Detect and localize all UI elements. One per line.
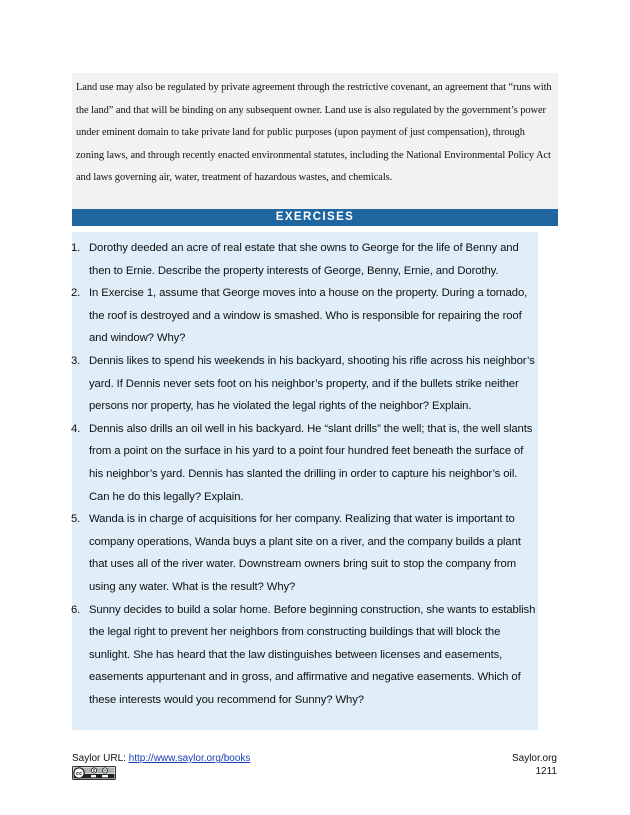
svg-text:cc: cc bbox=[76, 770, 82, 777]
exercise-number: 3. bbox=[71, 354, 81, 367]
footer-site: Saylor.org bbox=[511, 753, 557, 764]
summary-box bbox=[72, 73, 558, 209]
exercise-item bbox=[72, 508, 538, 598]
exercise-text: Wanda is in charge of acquisitions for her company. Realizing that water is important to company operations, Wanda buys a plant site on a river, and the company builds a plant that uses all of the river water. Downstream owners bring suit to stop the company from using any water. What is the result? Why? bbox=[89, 513, 521, 593]
exercises-header: EXERCISES bbox=[72, 209, 558, 226]
exercise-item bbox=[72, 599, 538, 712]
exercise-item bbox=[72, 237, 538, 282]
exercise-text: Dennis likes to spend his weekends in his backyard, shooting his rifle across his neighbor’s yard. If Dennis never sets foot on his neighbor’s property, and if the bullets strike neither persons nor property, has he violated the legal rights of the neighbor? Explain. bbox=[89, 354, 535, 413]
saylor-books-link[interactable]: http://www.saylor.org/books bbox=[128, 753, 251, 764]
footer-url-label: Saylor URL: bbox=[72, 753, 129, 764]
exercise-text: Dorothy deeded an acre of real estate that she owns to George for the life of Benny and then to Ernie. Describe the property interests of George, Benny, Ernie, and Dorothy. bbox=[89, 242, 519, 277]
creative-commons-license-icon[interactable] bbox=[72, 766, 116, 780]
exercise-list bbox=[72, 232, 538, 711]
exercise-number: 4. bbox=[71, 422, 81, 435]
exercise-item bbox=[72, 282, 538, 350]
exercise-text: In Exercise 1, assume that George moves into a house on the property. During a tornado, the roof is destroyed and a window is smashed. Who is responsible for repairing the roof and window? Why? bbox=[89, 287, 528, 345]
exercise-number: 1. bbox=[71, 242, 81, 254]
footer-source bbox=[72, 752, 250, 765]
exercise-item bbox=[72, 350, 538, 418]
page-number: 1211 bbox=[535, 766, 557, 777]
exercise-number: 5. bbox=[71, 513, 81, 526]
exercise-number: 6. bbox=[71, 603, 81, 616]
exercise-item bbox=[72, 418, 538, 508]
footer-page-info bbox=[512, 752, 557, 778]
exercise-number: 2. bbox=[71, 287, 81, 300]
exercises-panel bbox=[72, 232, 538, 730]
exercise-text: Sunny decides to build a solar home. Before beginning construction, she wants to establish the legal right to prevent her neighbors from constructing buildings that will block the sunlight. She has heard that the law distinguishes between licenses and easements, easements appurtenant and in gross, and affirmative and negative easements. Which of these interests would you recommend for Sunny? Why? bbox=[89, 603, 536, 706]
exercise-text: Dennis also drills an oil well in his backyard. He “slant drills” the well; that is, the well slants from a point on the surface in his yard to a point four hundred feet beneath the surface of his neighbor’s yard. Dennis has slanted the drilling in order to capture his neighbor’s oil. Can he do this legally? Explain. bbox=[89, 422, 533, 503]
summary-paragraph: Land use may also be regulated by private agreement through the restrictive covenant, an agreement that “runs with the land” and that will be binding on any subsequent owner. Land use is also regulated by the government’s power under eminent domain to take private land for public purposes (upon payment of just compensation), through zoning laws, and through recently enacted environmental statutes, including the National Environmental Policy Act and laws governing air, water, treatment of hazardous wastes, and chemicals. bbox=[76, 82, 552, 184]
